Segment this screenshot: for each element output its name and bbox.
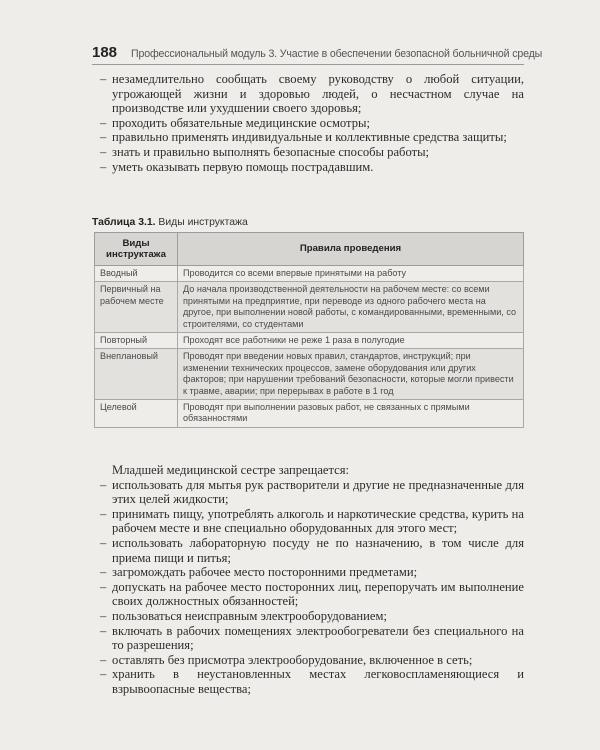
duties-list-block bbox=[92, 72, 524, 174]
table-container bbox=[94, 232, 524, 428]
list-item bbox=[92, 478, 524, 507]
briefing-kind-cell: Первичный на рабочем месте bbox=[95, 282, 178, 333]
list-item bbox=[92, 72, 524, 116]
list-item bbox=[92, 565, 524, 580]
briefing-rule-cell: Проводят при выполнении разовых работ, не связанных с прямыми обязанностями bbox=[178, 400, 524, 428]
dash-marker: – bbox=[100, 506, 107, 521]
list-item-text: уметь оказывать первую помощь пострадавшим. bbox=[112, 159, 374, 174]
list-item-text: включать в рабочих помещениях электрообогреватели без специального на то разрешения; bbox=[112, 623, 524, 653]
table-caption bbox=[92, 217, 524, 228]
dash-marker: – bbox=[100, 579, 107, 594]
table-caption-title: Виды инструктажа bbox=[158, 217, 248, 228]
list-item-text: хранить в неустановленных местах легковоспламеняющиеся и взрывоопасные вещества; bbox=[112, 667, 524, 696]
duties-list bbox=[92, 72, 524, 174]
column-header-rules: Правила проведения bbox=[178, 233, 524, 266]
dash-marker: – bbox=[100, 652, 107, 667]
briefing-rule-cell: Проходят все работники не реже 1 раза в полугодие bbox=[178, 333, 524, 349]
table-row bbox=[95, 400, 524, 428]
list-item bbox=[92, 580, 524, 609]
prohibitions-intro: Младшей медицинской сестре запрещается: bbox=[112, 463, 350, 477]
dash-marker: – bbox=[100, 144, 107, 159]
column-header-kind: Виды инструктажа bbox=[95, 233, 178, 266]
header-divider bbox=[92, 64, 524, 65]
list-item bbox=[92, 624, 524, 653]
list-item-text: использовать лабораторную посуду не по назначению, в том числе для приема пищи и питья; bbox=[112, 535, 524, 565]
list-item-text: проходить обязательные медицинские осмотры; bbox=[112, 115, 370, 130]
list-item bbox=[92, 145, 524, 160]
prohibitions-block bbox=[92, 463, 524, 697]
table-caption-label: Таблица 3.1. bbox=[92, 217, 156, 228]
page-header bbox=[92, 44, 543, 61]
dash-marker: – bbox=[100, 477, 107, 492]
list-item-text: правильно применять индивидуальные и коллективные средства защиты; bbox=[112, 130, 507, 145]
list-item-text: знать и правильно выполнять безопасные способы работы; bbox=[112, 144, 430, 159]
table-row bbox=[95, 282, 524, 333]
briefing-kind-cell: Вводный bbox=[95, 266, 178, 282]
list-item bbox=[92, 507, 524, 536]
briefing-kind-cell: Повторный bbox=[95, 333, 178, 349]
prohibitions-list bbox=[92, 478, 524, 697]
briefing-rule-cell: До начала производственной деятельности на рабочем месте: со всеми принятыми на предприятие, при переводе из одного рабочего места на другое, при выполнении новой работы, с командированными, временными, со строителями, со студентами bbox=[178, 282, 524, 333]
briefing-rule-cell: Проводят при введении новых правил, стандартов, инструкций; при изменении технических процессов, замене оборудования или других факторов; при нарушении требований безопасности, которые могли привести к травме, аварии; при перерывах в работе в 1 год bbox=[178, 349, 524, 400]
list-item bbox=[92, 116, 524, 131]
dash-marker: – bbox=[100, 130, 107, 145]
table-row bbox=[95, 333, 524, 349]
table-body bbox=[95, 266, 524, 428]
list-item-text: загромождать рабочее место посторонними предметами; bbox=[112, 565, 418, 580]
dash-marker: – bbox=[100, 535, 107, 550]
table-row bbox=[95, 266, 524, 282]
list-item-text: незамедлительно сообщать своему руководству о любой ситуации, угрожающей жизни и здоровью людей, о несчастном случае на производстве или ухудшении своего здоровья; bbox=[112, 72, 524, 116]
list-item-text: принимать пищу, употреблять алкоголь и наркотические средства, курить на рабочем месте и вне специально оборудованных для этого мест; bbox=[112, 506, 524, 536]
list-item bbox=[92, 130, 524, 145]
briefing-kind-cell: Целевой bbox=[95, 400, 178, 428]
dash-marker: – bbox=[100, 667, 107, 682]
running-title: Профессиональный модуль 3. Участие в обеспечении безопасной больничной среды bbox=[131, 48, 543, 60]
list-item-text: пользоваться неисправным электрооборудованием; bbox=[112, 608, 387, 623]
list-item bbox=[92, 667, 524, 696]
briefing-rule-cell: Проводится со всеми впервые принятыми на работу bbox=[178, 266, 524, 282]
dash-marker: – bbox=[100, 608, 107, 623]
list-item-text: использовать для мытья рук растворители и другие не предназначенные для этих целей жидкости; bbox=[112, 477, 524, 507]
table-row bbox=[95, 349, 524, 400]
list-item bbox=[92, 160, 524, 175]
briefing-types-table bbox=[94, 232, 524, 428]
list-item bbox=[92, 536, 524, 565]
dash-marker: – bbox=[100, 72, 107, 86]
table-header-row bbox=[95, 233, 524, 266]
briefing-kind-cell: Внеплановый bbox=[95, 349, 178, 400]
dash-marker: – bbox=[100, 115, 107, 130]
list-item-text: оставлять без присмотра электрооборудование, включенное в сеть; bbox=[112, 652, 473, 667]
list-item bbox=[92, 653, 524, 668]
dash-marker: – bbox=[100, 565, 107, 580]
page-number: 188 bbox=[92, 44, 118, 61]
dash-marker: – bbox=[100, 159, 107, 174]
dash-marker: – bbox=[100, 623, 107, 638]
list-item bbox=[92, 609, 524, 624]
list-item-text: допускать на рабочее место посторонних лиц, перепоручать им выполнение своих должностных обязанностей; bbox=[112, 579, 524, 609]
